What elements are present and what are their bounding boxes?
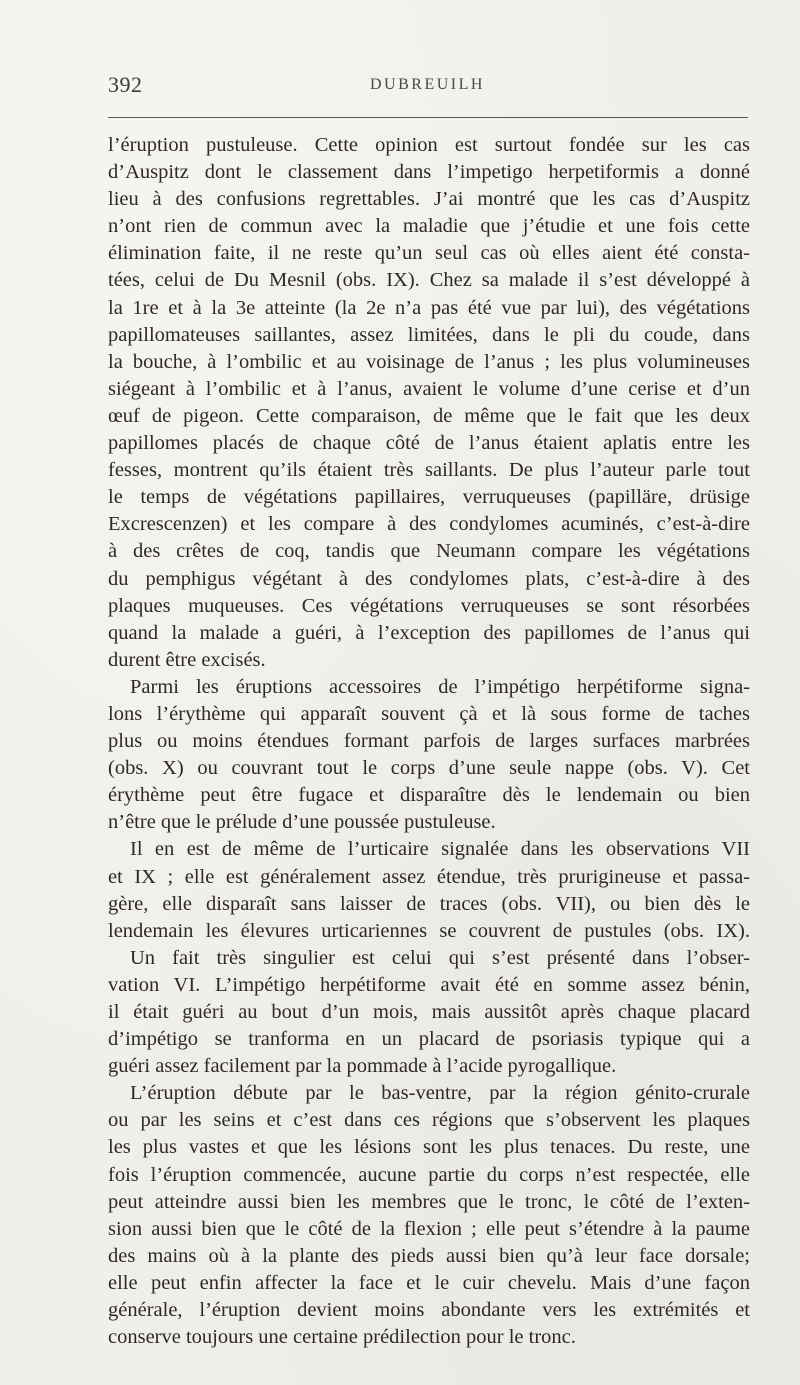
text-line: du pemphigus végétant à des condylomes plats, c’est-à-dire à des: [108, 567, 750, 590]
running-head: DUBREUILH: [370, 76, 485, 93]
page-header: [108, 72, 750, 102]
text-line: conserve toujours une certaine prédilection pour le tronc.: [108, 1326, 576, 1349]
text-line: Un fait très singulier est celui qui s’est présenté dans l’obser-: [130, 946, 750, 969]
text-line: d’impétigo se tranforma en un placard de psoriasis typique qui a: [108, 1028, 750, 1051]
text-line: papillomes placés de chaque côté de l’anus étaient aplatis entre les: [108, 432, 750, 455]
text-line: gère, elle disparaît sans laisser de traces (obs. VII), ou bien dès le: [108, 892, 750, 915]
text-line: la 1re et à la 3e atteinte (la 2e n’a pas été vue par lui), des végétations: [108, 296, 750, 319]
text-line: lons l’érythème qui apparaît souvent çà et là sous forme de taches: [108, 702, 750, 725]
text-line: l’éruption pustuleuse. Cette opinion est surtout fondée sur les cas: [108, 134, 750, 156]
page-number: 392: [108, 72, 143, 97]
text-line: elle peut enfin affecter la face et le cuir chevelu. Mais d’une façon: [108, 1271, 750, 1294]
text-line: siégeant à l’ombilic et à l’anus, avaient le volume d’une cerise et d’un: [108, 377, 750, 400]
text-line: lieu à des confusions regrettables. J’ai montré que les cas d’Auspitz: [108, 188, 750, 211]
text-line: érythème peut être fugace et disparaître dès le lendemain ou bien: [108, 784, 750, 807]
text-line: quand la malade a guéri, à l’exception des papillomes de l’anus qui: [108, 621, 750, 644]
text-line: générale, l’éruption devient moins abondante vers les extrémités et: [108, 1299, 750, 1322]
text-line: élimination faite, il ne reste qu’un seul cas où elles aient été consta-: [108, 242, 750, 265]
text-line: (obs. X) ou couvrant tout le corps d’une seule nappe (obs. V). Cet: [108, 757, 750, 780]
text-line: peut atteindre aussi bien les membres que le tronc, le côté de l’exten-: [108, 1190, 750, 1213]
body-text: [108, 132, 750, 1351]
text-line: ou par les seins et c’est dans ces régions que s’observent les plaques: [108, 1109, 750, 1132]
text-line: la bouche, à l’ombilic et au voisinage de l’anus ; les plus volumineuses: [108, 350, 750, 373]
text-line: guéri assez facilement par la pommade à l’acide pyrogallique.: [108, 1055, 617, 1078]
text-line: des mains où à la plante des pieds aussi bien qu’à leur face dorsale;: [108, 1244, 750, 1267]
text-line: œuf de pigeon. Cette comparaison, de même que le fait que les deux: [108, 404, 750, 427]
text-line: à des crêtes de coq, tandis que Neumann compare les végétations: [108, 540, 750, 563]
text-line: d’Auspitz dont le classement dans l’impetigo herpetiformis a donné: [108, 161, 750, 184]
text-line: lendemain les élevures urticariennes se couvrent de pustules (obs. IX).: [108, 919, 750, 942]
text-line: fesses, montrent qu’ils étaient très saillants. De plus l’auteur parle tout: [108, 459, 750, 482]
text-line: fois l’éruption commencée, aucune partie du corps n’est respectée, elle: [108, 1163, 750, 1186]
text-line: n’ont rien de commun avec la maladie que j’étudie et une fois cette: [108, 215, 750, 238]
text-line: plus ou moins étendues formant parfois de larges surfaces marbrées: [108, 730, 750, 753]
text-line: L’éruption débute par le bas-ventre, par la région génito-crurale: [130, 1082, 750, 1105]
text-line: durent être excisés.: [108, 648, 266, 671]
text-line: tées, celui de Du Mesnil (obs. IX). Chez sa malade il s’est développé à: [108, 269, 750, 292]
header-rule: [108, 117, 748, 118]
text-line: papillomateuses saillantes, assez limitées, dans le pli du coude, dans: [108, 323, 750, 346]
text-line: Parmi les éruptions accessoires de l’impétigo herpétiforme signa-: [130, 675, 750, 698]
text-line: sion aussi bien que le côté de la flexion ; elle peut s’étendre à la paume: [108, 1217, 750, 1240]
text-line: n’être que le prélude d’une poussée pustuleuse.: [108, 811, 496, 834]
text-line: vation VI. L’impétigo herpétiforme avait été en somme assez bénin,: [108, 973, 750, 996]
text-line: Excrescenzen) et les compare à des condylomes acuminés, c’est-à-dire: [108, 513, 750, 536]
text-line: les plus vastes et que les lésions sont les plus tenaces. Du reste, une: [108, 1136, 750, 1159]
text-line: le temps de végétations papillaires, verruqueuses (papilläre, drüsige: [108, 486, 750, 509]
text-line: et IX ; elle est généralement assez étendue, très prurigineuse et passa-: [108, 865, 750, 888]
text-line: plaques muqueuses. Ces végétations verruqueuses se sont résorbées: [108, 594, 750, 617]
text-line: Il en est de même de l’urticaire signalée dans les observations VII: [130, 838, 750, 861]
text-line: il était guéri au bout d’un mois, mais aussitôt après chaque placard: [108, 1001, 750, 1023]
